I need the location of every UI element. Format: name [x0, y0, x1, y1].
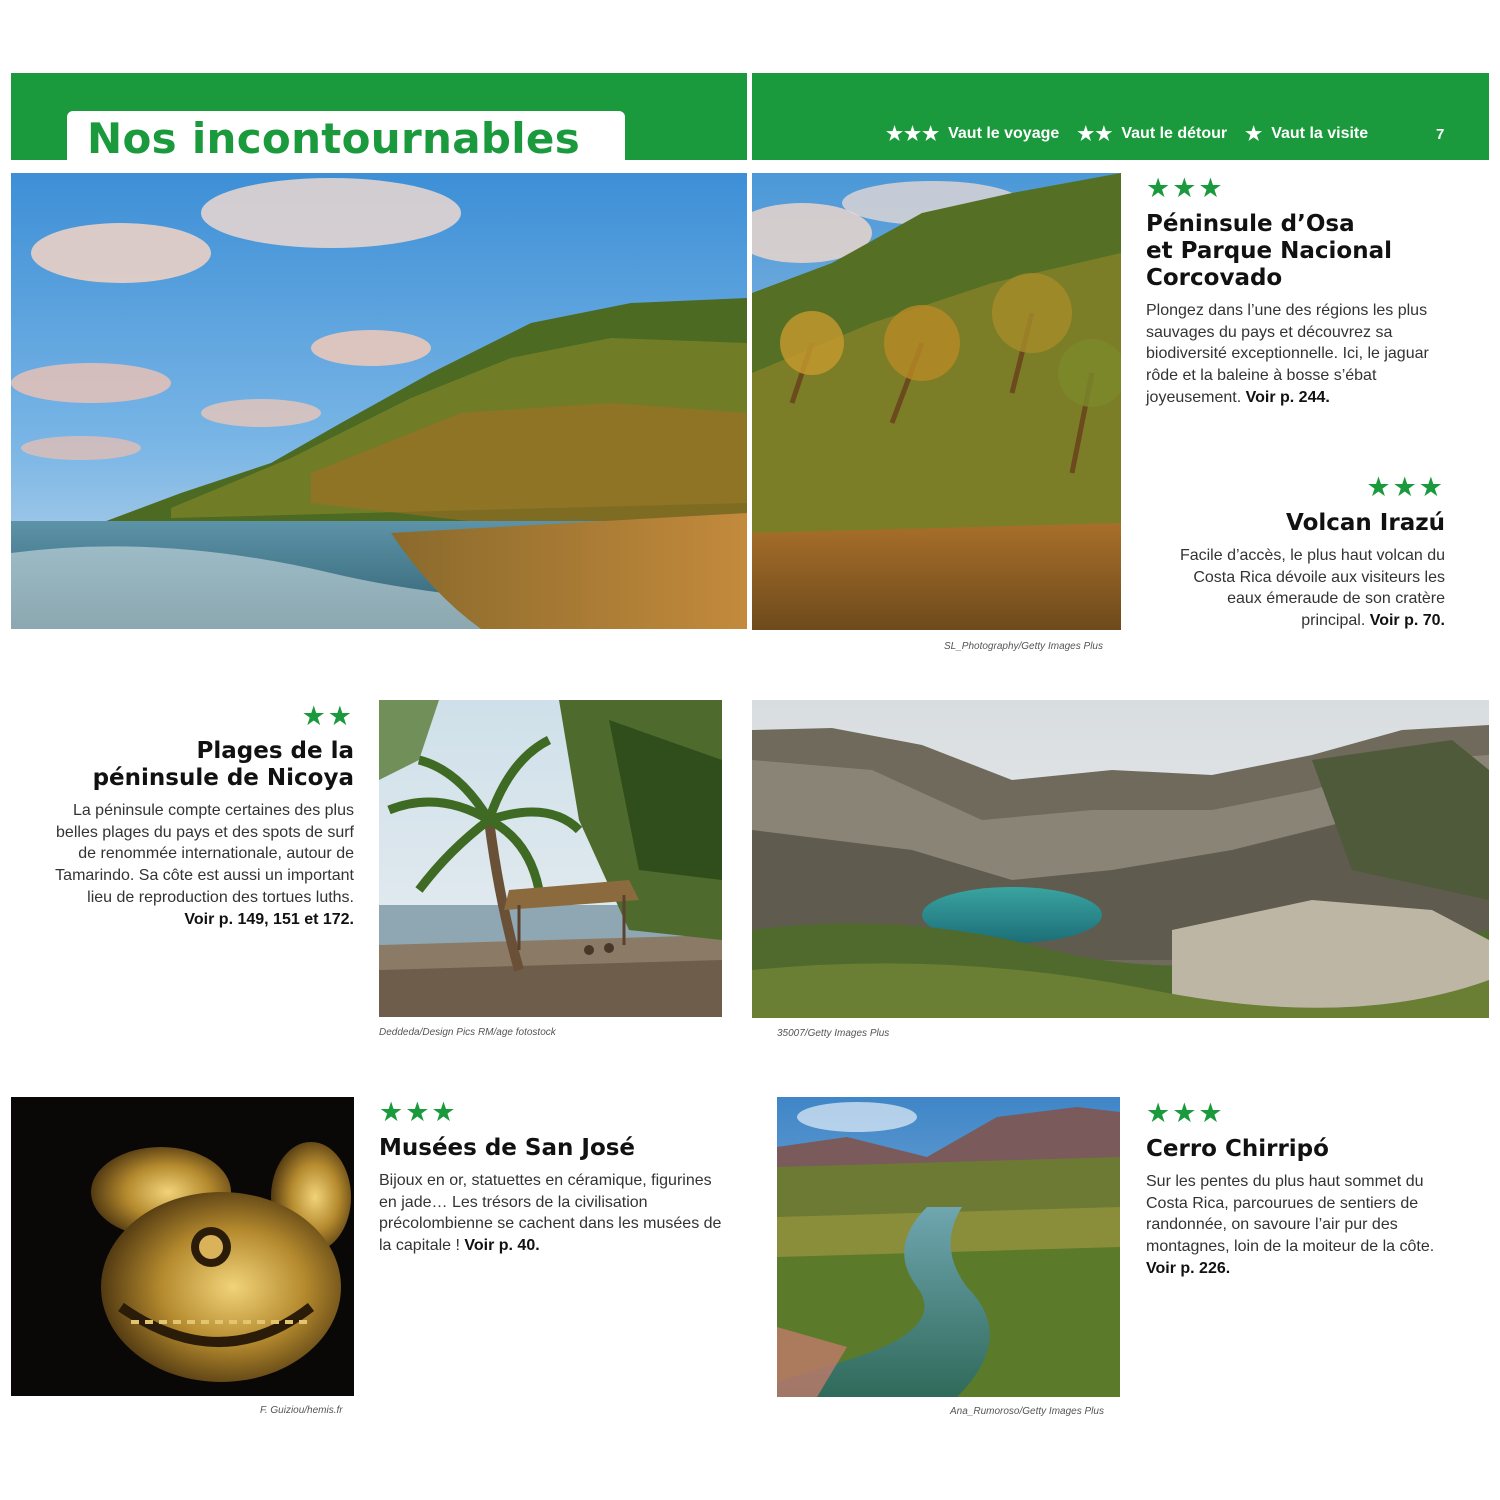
photo-credit-irazu: 35007/Getty Images Plus [777, 1028, 890, 1039]
photo-credit-chirripo: Ana_Rumoroso/Getty Images Plus [950, 1406, 1104, 1417]
site-title-irazu: Volcan Irazú [1286, 510, 1445, 536]
legend-label: Vaut la visite [1271, 125, 1369, 142]
page-reference: Voir p. 40. [464, 1237, 540, 1255]
legend-label: Vaut le détour [1121, 125, 1228, 142]
one-star-icon: ★ [1245, 123, 1264, 145]
site-text-chirripo [1146, 1171, 1451, 1280]
rating-stars-nicoya: ★★ [301, 701, 354, 731]
rating-stars-sanjose: ★★★ [379, 1097, 458, 1127]
site-title-nicoya [40, 738, 354, 792]
osa-photo-left [11, 173, 747, 629]
site-text-irazu [1170, 545, 1445, 632]
photo-credit-sanjose: F. Guiziou/hemis.fr [260, 1405, 343, 1416]
site-title-line: et Parque Nacional [1146, 238, 1393, 264]
two-stars-icon: ★★ [1077, 123, 1114, 145]
site-title-line: Corcovado [1146, 265, 1283, 291]
photo-credit-osa: SL_Photography/Getty Images Plus [944, 641, 1103, 652]
site-description: Bijoux en or, statuettes en céramique, figurines en jade… Les trésors de la civilisation précolombienne se cachent dans les musées de la capitale ! [379, 1172, 722, 1255]
nicoya-photo [379, 700, 722, 1017]
page-reference: Voir p. 226. [1146, 1259, 1231, 1277]
sanjose-photo [11, 1097, 354, 1396]
header-band-right [752, 73, 1489, 160]
site-text-nicoya [54, 800, 354, 930]
site-description: Plongez dans l’une des régions les plus sauvages du pays et découvrez sa biodiversité exceptionnelle. Ici, le jaguar rôde et la baleine à bosse s’ébat joyeusement. [1146, 302, 1429, 406]
legend-item-detour [1077, 123, 1227, 146]
irazu-photo [752, 700, 1489, 1018]
site-title-osa [1146, 211, 1486, 292]
rating-stars-chirripo: ★★★ [1146, 1098, 1225, 1128]
site-description: La péninsule compte certaines des plus belles plages du pays et des spots de surf de renommée internationale, autour de Tamarindo. Sa côte est aussi un important lieu de reproduction des tortues luths. [55, 802, 354, 906]
page-number: 7 [1436, 126, 1445, 143]
site-description: Facile d’accès, le plus haut volcan du Costa Rica dévoile aux visiteurs les eaux émeraude de son cratère principal. [1179, 547, 1445, 630]
site-text-osa [1146, 300, 1436, 409]
legend-item-voyage [886, 123, 1059, 146]
osa-photo-right [752, 173, 1121, 630]
site-title-line: Plages de la [196, 738, 354, 764]
page-reference: Voir p. 149, 151 et 172. [184, 910, 354, 928]
site-description: Sur les pentes du plus haut sommet du Costa Rica, parcourues de sentiers de randonnée, on savoure l’air pur des montagnes, loin de la moiteur de la côte. [1146, 1173, 1435, 1256]
rating-stars-irazu: ★★★ [1366, 472, 1445, 502]
site-text-sanjose [379, 1170, 729, 1257]
three-stars-icon: ★★★ [886, 123, 941, 145]
page-reference: Voir p. 70. [1369, 612, 1445, 630]
site-title-line: péninsule de Nicoya [92, 765, 354, 791]
rating-legend [886, 122, 1386, 146]
site-title-line: Péninsule d’Osa [1146, 211, 1355, 237]
photo-credit-nicoya: Deddeda/Design Pics RM/age fotostock [379, 1027, 556, 1038]
legend-label: Vaut le voyage [948, 125, 1060, 142]
site-title-chirripo: Cerro Chirripó [1146, 1136, 1329, 1162]
rating-stars-osa: ★★★ [1146, 173, 1225, 203]
site-title-sanjose: Musées de San José [379, 1135, 636, 1161]
legend-item-visite [1245, 123, 1368, 146]
chirripo-photo [777, 1097, 1120, 1397]
page-title: Nos incontournables [87, 114, 581, 163]
page-reference: Voir p. 244. [1245, 388, 1330, 406]
